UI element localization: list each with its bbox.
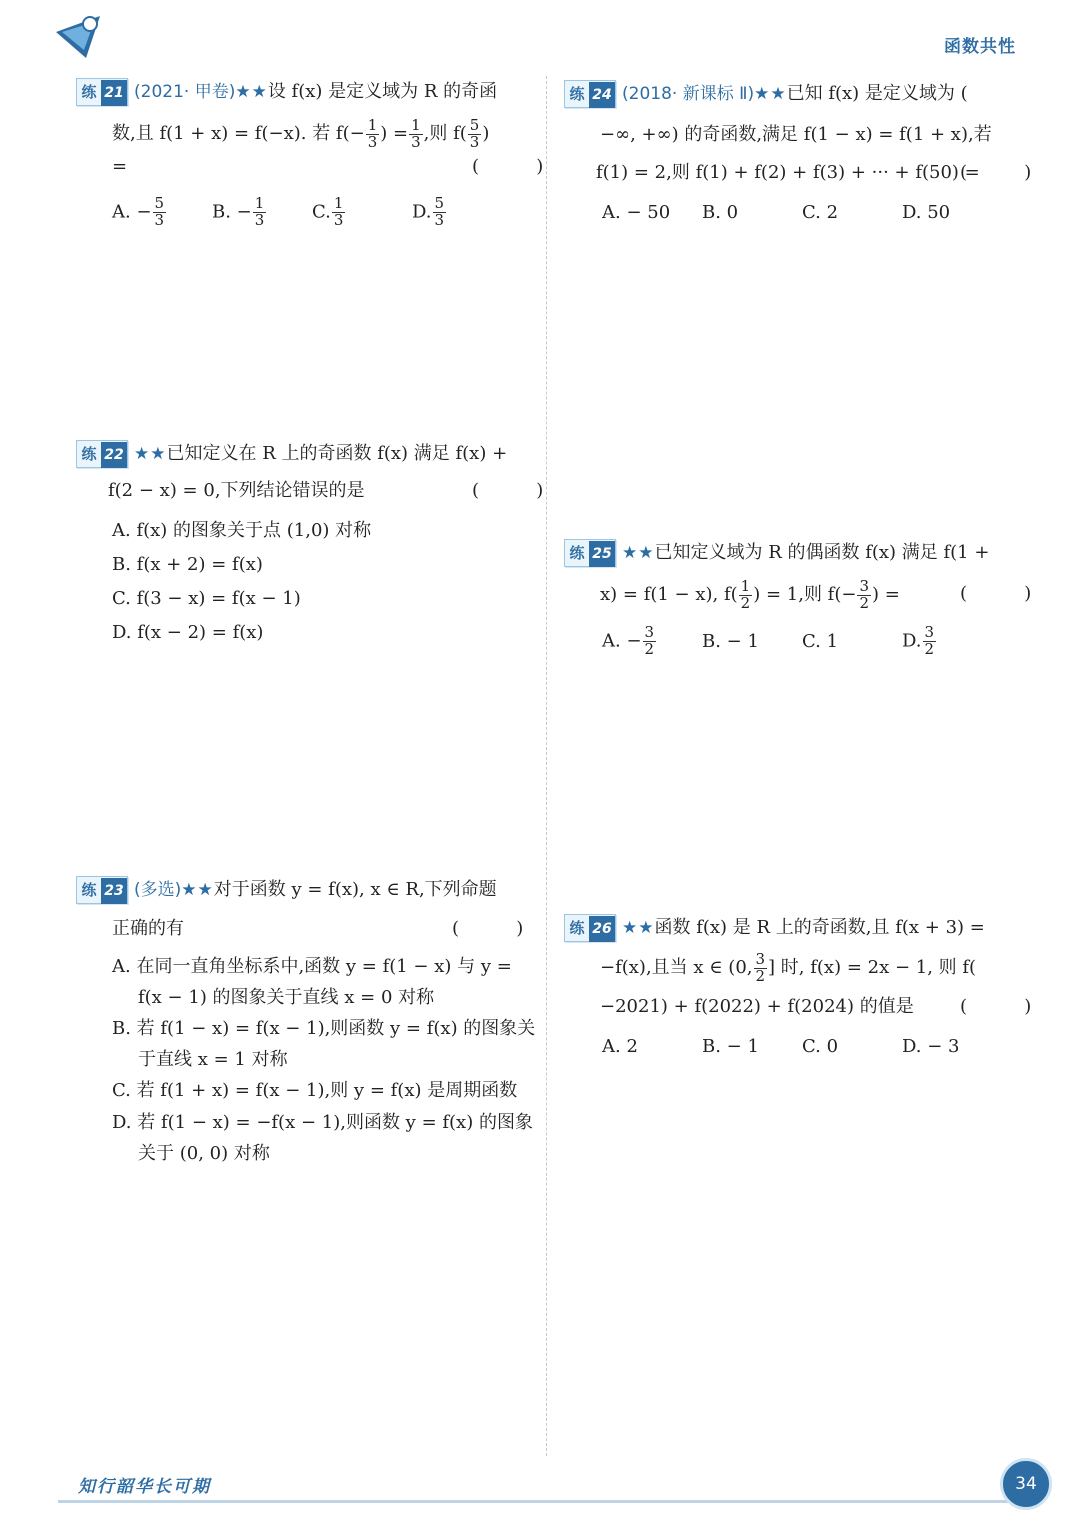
option-c: C. 若 f(1 + x) = f(x − 1),则 y = f(x) 是周期函数	[112, 1080, 518, 1101]
problem-text: 数,且 f(1 + x) = f(−x). 若 f(	[112, 123, 350, 144]
option-b: B. − 1	[702, 631, 759, 652]
problem-25: 练 25 ★★已知定义域为 R 的偶函数 f(x) 满足 f(1 + x) = f(1 − x), f( $\frac{1}{2}$ ) = 1,则 f(− $\frac{3}{2}$ ) = ( ) A. − $\frac{3}{2}$ B. − 1 C. 1 D. $\frac{3}{2}$	[564, 539, 1024, 669]
difficulty-stars: ★★	[754, 84, 787, 104]
problem-tag: 练 21	[76, 78, 128, 106]
problem-source: (多选)	[134, 880, 182, 900]
option-c: C. $\frac{1}{3}$	[312, 194, 344, 229]
option-b: B. − 1	[702, 1036, 759, 1057]
option-c: C. f(3 − x) = f(x − 1)	[112, 588, 301, 609]
problem-text: x) = f(1 − x), f(	[600, 584, 738, 605]
answer-blank: ( )	[960, 583, 1032, 604]
answer-blank: ( )	[452, 918, 524, 939]
option-d: D. f(x − 2) = f(x)	[112, 622, 264, 643]
problem-text: −2021) + f(2022) + f(2024) 的值是	[600, 996, 914, 1017]
fraction: $\frac{3}{2}$	[859, 576, 869, 612]
problem-tag: 练 26	[564, 914, 616, 942]
difficulty-stars: ★★	[181, 880, 214, 900]
option-b: B. 若 f(1 − x) = f(x − 1),则函数 y = f(x) 的图象关	[112, 1018, 536, 1039]
problem-text: 已知 f(x) 是定义域为 (	[786, 83, 968, 104]
fraction: $\frac{1}{3}$	[411, 115, 421, 151]
option-b: B. f(x + 2) = f(x)	[112, 554, 263, 575]
problem-text: 正确的有	[112, 918, 184, 939]
option-b-cont: 于直线 x = 1 对称	[138, 1049, 288, 1070]
problem-text: f(1) = 2,则 f(1) + f(2) + f(3) + ··· + f(50) =	[596, 162, 980, 183]
fraction: $\frac{3}{2}$	[755, 949, 766, 985]
option-a: A. 2	[602, 1036, 638, 1057]
option-d: D. $\frac{5}{3}$	[412, 194, 445, 229]
chapter-title: 函数共性	[944, 37, 1016, 57]
problem-source: (2021· 甲卷)	[134, 82, 236, 102]
problem-24	[564, 80, 1032, 230]
problem-text: 函数 f(x) 是 R 上的奇函数,且 f(x + 3) =	[654, 917, 985, 938]
option-c: C. 2	[802, 202, 839, 223]
publisher-logo	[52, 10, 104, 62]
option-a: A. − $\frac{3}{2}$	[602, 623, 655, 658]
option-d: D. 50	[902, 202, 951, 223]
problem-text: 已知定义域为 R 的偶函数 f(x) 满足 f(1 +	[654, 542, 990, 563]
problem-text: =	[112, 156, 128, 177]
difficulty-stars: ★★	[134, 444, 167, 464]
problem-text: f(2 − x) = 0,下列结论错误的是	[108, 480, 365, 501]
problem-23	[76, 876, 536, 1176]
problem-text: −∞, +∞) 的奇函数,满足 f(1 − x) = f(1 + x),若	[600, 124, 992, 145]
difficulty-stars: ★★	[622, 918, 655, 938]
answer-blank: ( )	[960, 162, 1032, 183]
option-a: A. 在同一直角坐标系中,函数 y = f(1 − x) 与 y =	[112, 956, 512, 977]
problem-source: (2018· 新课标 Ⅱ)	[622, 84, 755, 104]
problem-text: −f(x),且当 x ∈ (0,	[600, 957, 753, 978]
answer-blank: ( )	[472, 156, 544, 177]
problem-tag: 练 22	[76, 440, 128, 468]
footer-slogan: 知行韶华长可期	[78, 1477, 211, 1497]
option-d-cont: 关于 (0, 0) 对称	[138, 1143, 270, 1164]
option-b: B. − $\frac{1}{3}$	[212, 194, 265, 229]
problem-tag: 练 23	[76, 876, 128, 904]
fraction: $\frac{1}{3}$	[367, 115, 378, 151]
problem-text: 对于函数 y = f(x), x ∈ R,下列命题	[213, 879, 497, 900]
footer-rule	[58, 1500, 1010, 1503]
option-a: A. − 50	[602, 202, 671, 223]
answer-blank: ( )	[472, 480, 544, 501]
option-d: D. 若 f(1 − x) = −f(x − 1),则函数 y = f(x) 的图象	[112, 1112, 533, 1133]
option-c: C. 0	[802, 1036, 839, 1057]
problem-tag: 练 25	[564, 539, 616, 567]
option-a: A. f(x) 的图象关于点 (1,0) 对称	[112, 520, 372, 541]
fraction: $\frac{5}{3}$	[469, 115, 480, 151]
option-d: D. − 3	[902, 1036, 960, 1057]
option-a-cont: f(x − 1) 的图象关于直线 x = 0 对称	[138, 987, 435, 1008]
column-divider	[546, 76, 547, 1456]
problem-text: 设 f(x) 是定义域为 R 的奇函	[267, 81, 498, 102]
problem-text: 已知定义在 R 上的奇函数 f(x) 满足 f(x) +	[166, 443, 508, 464]
fraction: $\frac{1}{2}$	[740, 576, 751, 612]
option-d: D. $\frac{3}{2}$	[902, 623, 935, 658]
option-b: B. 0	[702, 202, 739, 223]
problem-tag: 练 24	[564, 80, 616, 108]
problem-22	[76, 440, 544, 650]
difficulty-stars: ★★	[235, 82, 268, 102]
option-c: C. 1	[802, 631, 839, 652]
option-a: A. − $\frac{5}{3}$	[112, 194, 165, 229]
problem-21: 练 21 (2021· 甲卷)★★设 f(x) 是定义域为 R 的奇函 数,且 f(1 + x) = f(−x). 若 f(− $\frac{1}{3}$ ) = $\frac{1}{3}$ ,则 f( $\frac{5}{3}$ ) = ( ) A. − $\frac{5}{3}$ B. − $\frac{1}{3}$ C. $\frac{1}{3}$ D. $\frac{5}{3}$	[76, 78, 536, 238]
answer-blank: ( )	[960, 996, 1032, 1017]
page-number: 34	[1000, 1458, 1052, 1510]
problem-26: 练 26 ★★函数 f(x) 是 R 上的奇函数,且 f(x + 3) = −f(x),且当 x ∈ (0, $\frac{3}{2}$ ] 时, f(x) = 2x − 1, 则 f( −2021) + f(2022) + f(2024) 的值是 ( ) A. 2 B. − 1 C. 0 D. − 3	[564, 914, 1024, 1064]
difficulty-stars: ★★	[622, 543, 655, 563]
